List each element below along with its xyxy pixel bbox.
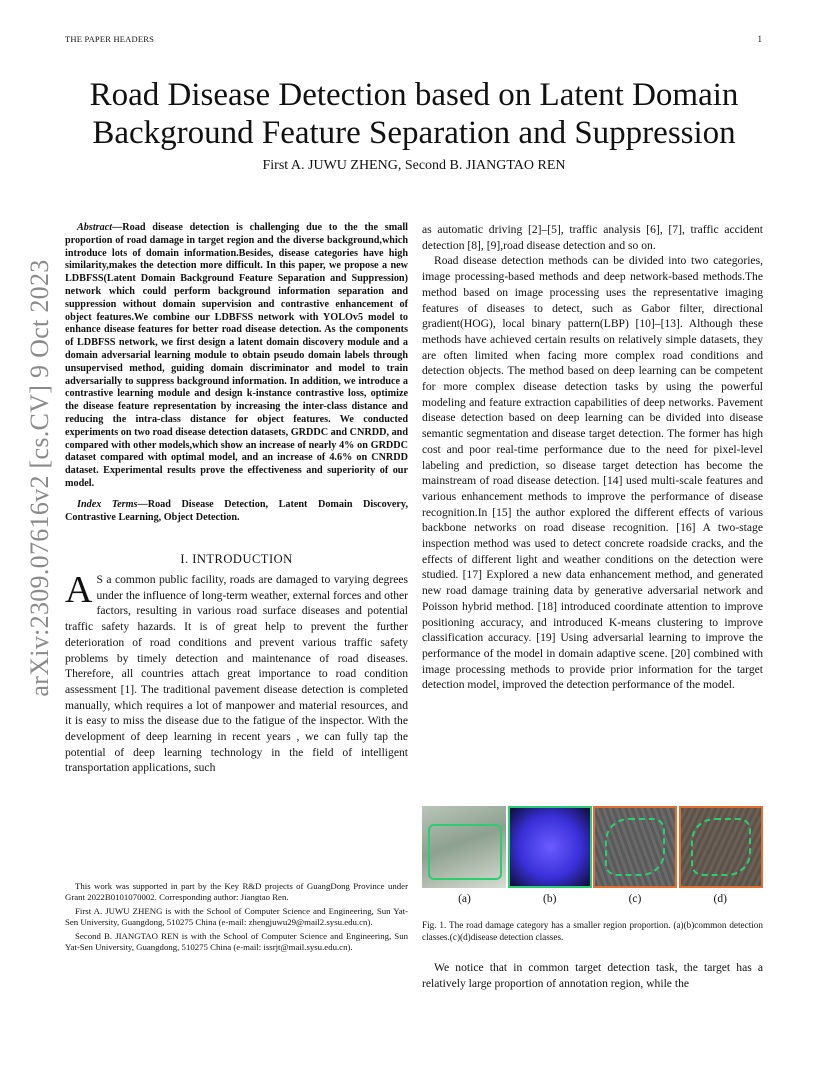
index-terms-text: —Road Disease Detection, Latent Domain Discovery, Contrastive Learning, Object Detection. <box>65 498 408 523</box>
right-column <box>422 222 763 693</box>
intro-text: S a common public facility, roads are damaged to varying degrees under the influence of long-term weather, external forces and other factors, resulting in various road surface diseases and potential traffic safety hazards. It is of great help to prevent the further deterioration of road conditions and prevent various traffic safety problems by timely detection and maintenance of road diseases. Therefore, all countries attach great importance to road condition assessment [1]. The traditional pavement disease detection is completed manually, which requires a lot of manpower and material resources, and it is easy to miss the disease due to the fatigue of the inspector. With the development of deep learning in recent years , we can fully tap the potential of deep learning technology in the field of intelligent transportation applications, such <box>65 573 408 775</box>
figure-image-dog <box>508 806 592 888</box>
footnote-author-1: First A. JUWU ZHENG is with the School of Computer Science and Engineering, Sun Yat-Sen University, Guangdong, 510275 China (e-mail: zhengjuwu29@mail2.sysu.edu.cn). <box>65 906 408 927</box>
right-paragraph-2: Road disease detection methods can be divided into two categories, image processing-based methods and deep network-based methods.The method based on image processing uses the representative imaging features of diseases to detect, such as Gabor filter, directional gradient(HOG), local binary pattern(LBP) [10]–[13]. Although these methods have achieved certain results on relatively simple datasets, they are often limited when facing more complex road conditions and detection objects. The method based on deep learning can be competent for more complex disease detection tasks by using the powerful modeling and feature extraction capabilities of deep networks. Pavement disease detection based on deep learning can be divided into disease semantic segmentation and disease target detection. The former has high cost and poor real-time performance due to the need for pixel-level labeling and prediction, so disease target detection has become the mainstream of road disease detection. [14] used multi-scale features and various enhancement methods to improve the performance of disease recognition.In [15] the author explored the different effects of various backbone networks on road disease recognition. [16] A two-stage inspection method was used to detect concrete roadside cracks, and the effects of different light and weather conditions on the detection were studied. [17] Explored a new data enhancement method, and generated new road damage training data by generative adversarial network and Poisson hybrid method. [18] introduced coordinate attention to improve positioning accuracy, and introduced K-means clustering to improve classification accuracy. [19] Using adversarial learning to improve the performance of the model in domain adaptive scene. [20] combined with image processing methods to provide prior information for the target detection model, improved the detection performance of the model. <box>422 254 763 692</box>
figure-image-crack-1 <box>593 806 677 888</box>
figure-label-c: (c) <box>628 893 642 905</box>
footnotes <box>65 881 408 956</box>
running-header: THE PAPER HEADERS <box>65 34 155 44</box>
figure-label-d: (d) <box>713 893 727 905</box>
intro-paragraph <box>65 569 408 776</box>
footnote-funding: This work was supported in part by the Key R&D projects of GuangDong Province under Grant 2022B0101070002. Corresponding author: Jiangtao Ren. <box>65 881 408 902</box>
drop-cap: A <box>65 569 93 612</box>
authors: First A. JUWU ZHENG, Second B. JIANGTAO REN <box>262 158 566 173</box>
figure-label-b: (b) <box>543 893 557 905</box>
arxiv-id: arXiv:2309.07616v2 [cs.CV] 9 Oct 2023 <box>25 259 54 697</box>
abstract-label: Abstract <box>77 222 113 233</box>
figure-label-a: (a) <box>458 893 471 905</box>
right-paragraph-1: as automatic driving [2]–[5], traffic analysis [6], [7], traffic accident detection [8], [9],road disease detection and so on. <box>422 223 763 252</box>
figure-image-crack-2 <box>679 806 763 888</box>
figure-image-car <box>422 806 506 888</box>
index-terms-label: Index Terms <box>77 498 138 510</box>
page-number: 1 <box>757 34 762 44</box>
figure-1 <box>422 806 763 943</box>
title-line-2: Background Feature Separation and Suppression <box>92 115 736 151</box>
paper-title <box>40 76 788 152</box>
index-terms <box>65 499 408 525</box>
figure-panels <box>422 806 763 888</box>
figure-labels <box>422 893 763 905</box>
abstract <box>65 222 408 491</box>
section-heading: I. INTRODUCTION <box>180 552 293 567</box>
title-line-1: Road Disease Detection based on Latent Domain <box>89 77 739 113</box>
right-paragraph-3-text: We notice that in common target detection task, the target has a relatively large proportion of annotation region, while the <box>422 961 763 990</box>
left-column <box>65 222 408 776</box>
abstract-text: —Road disease detection is challenging due to the the small proportion of road damage in target region and the diverse background,which introduce lots of domain information.Besides, disease categories have high similarity,makes the detection more difficult. In this paper, we propose a new LDBFSS(Latent Domain Background Feature Separation and Suppression) network which could perform background information separation and suppression without domain supervision and contrastive enhancement of object features.We combine our LDBFSS network with YOLOv5 model to enhance disease features for better road disease detection. As the components of LDBFSS network, we first design a latent domain discovery module and a domain adversarial learning module to obtain pseudo domain labels through unsupervised method, guiding domain discriminator and model to train adversarially to suppress background information. In addition, we introduce a contrastive learning module and design k-instance contrastive loss, optimize the disease feature representation by increasing the inter-class distance and reducing the intra-class distance for object features. We conducted experiments on two road disease detection datasets, GRDDC and CNRDD, and compared with other models,which show an increase of nearly 4% on GRDDC dataset compared with optimal model, and an increase of 4.6% on CNRDD dataset. Experimental results prove the effectiveness and superiority of our model. <box>65 222 408 489</box>
footnote-author-2: Second B. JIANGTAO REN is with the School of Computer Science and Engineering, Sun Yat-Sen University, Guangdong, 510275 China (e-mail: issrjt@mail.sysu.edu.cn). <box>65 931 408 952</box>
right-paragraph-3 <box>422 960 763 991</box>
figure-caption: Fig. 1. The road damage category has a smaller region proportion. (a)(b)common detection classes.(c)(d)disease detection classes. <box>422 920 763 942</box>
